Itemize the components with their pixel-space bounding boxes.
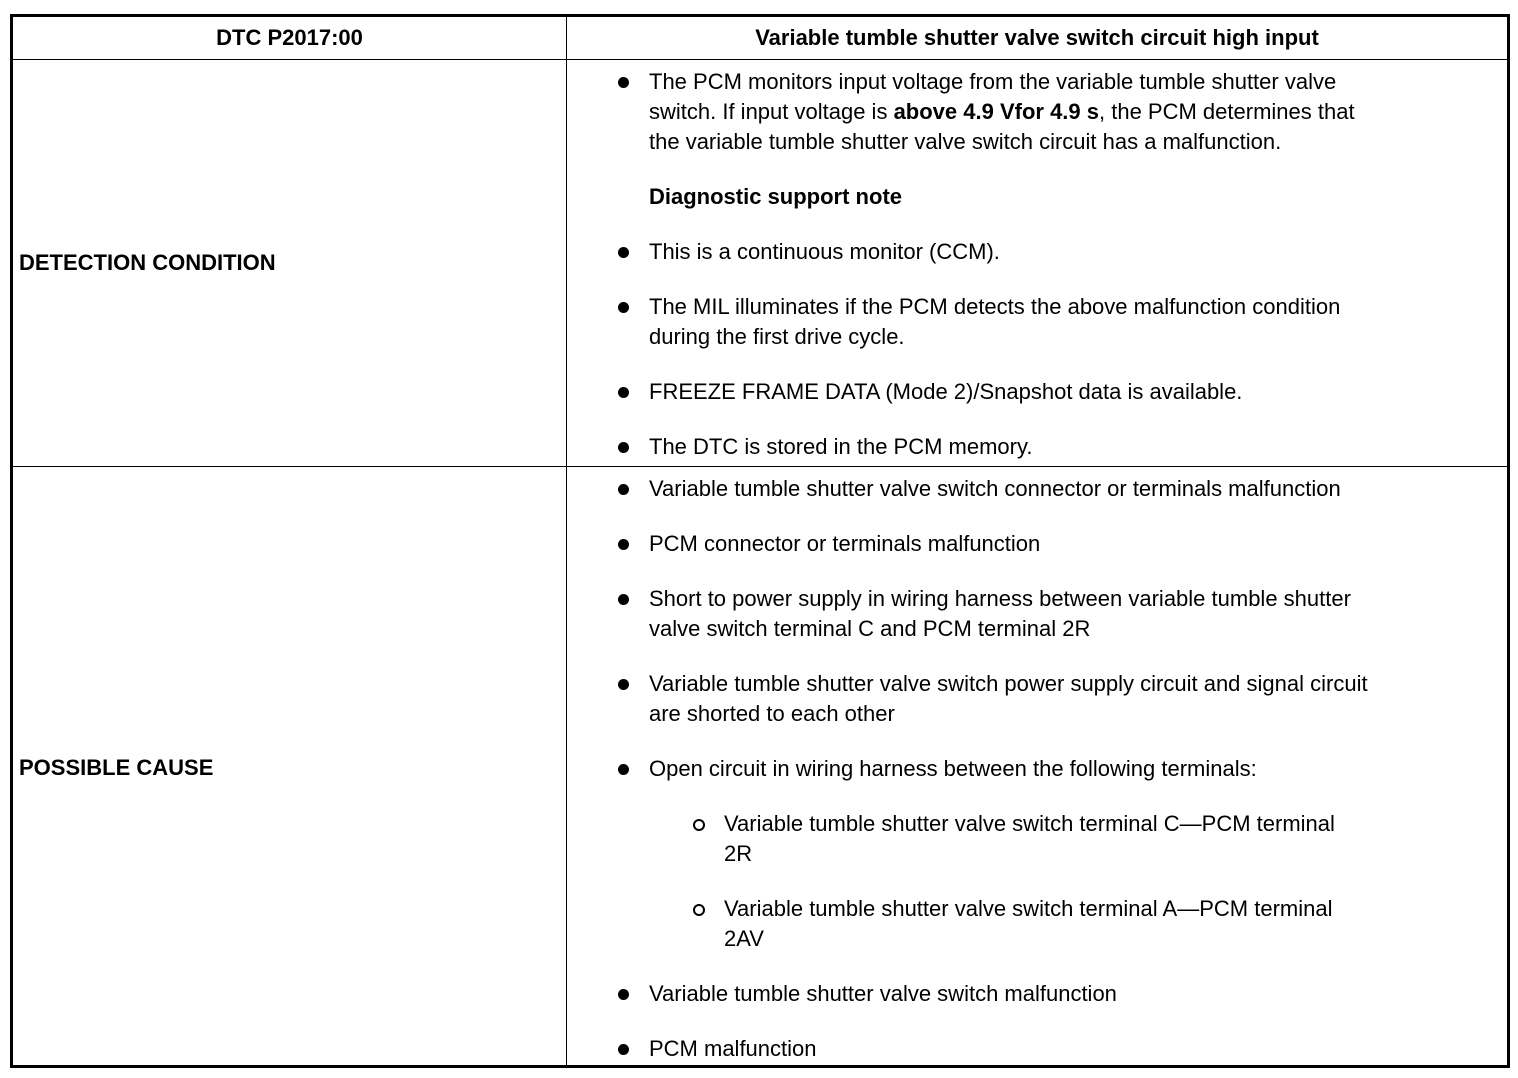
detection-item-monitor-text-end: , the PCM determines that the variable tumble shutter valve switch circuit has a malfunction. xyxy=(649,99,1355,154)
bullet-icon xyxy=(618,387,629,398)
cause-subitem-terminal-a: Variable tumble shutter valve switch terminal A—PCM terminal 2AV xyxy=(724,896,1333,951)
bullet-icon xyxy=(618,442,629,453)
detection-threshold: above 4.9 Vfor 4.9 s xyxy=(893,99,1099,124)
bullet-icon xyxy=(618,77,629,88)
column-divider xyxy=(566,17,567,1065)
bullet-icon xyxy=(618,989,629,1000)
hollow-bullet-icon xyxy=(693,904,705,916)
hollow-bullet-icon xyxy=(693,819,705,831)
possible-cause-label: POSSIBLE CAUSE xyxy=(19,755,214,780)
dtc-table xyxy=(10,14,1510,1068)
bullet-icon xyxy=(618,539,629,550)
detection-item-dtc-stored: The DTC is stored in the PCM memory. xyxy=(649,434,1033,459)
cause-item-switch-malfunction: Variable tumble shutter valve switch malfunction xyxy=(649,981,1117,1006)
bullet-icon xyxy=(618,1044,629,1055)
cause-item-pcm-malfunction: PCM malfunction xyxy=(649,1036,817,1061)
cause-item-short-to-power: Short to power supply in wiring harness between variable tumble shutter valve switch terminal C and PCM terminal 2R xyxy=(649,586,1351,641)
bullet-icon xyxy=(618,594,629,605)
dtc-code: DTC P2017:00 xyxy=(216,25,363,50)
cause-item-open-circuit: Open circuit in wiring harness between the following terminals: xyxy=(649,756,1257,781)
detection-condition-label: DETECTION CONDITION xyxy=(19,250,276,275)
row-divider xyxy=(13,466,1507,467)
dtc-title: Variable tumble shutter valve switch circuit high input xyxy=(755,25,1319,50)
header-divider xyxy=(13,59,1507,60)
cause-item-shorted-circuits: Variable tumble shutter valve switch power supply circuit and signal circuit are shorted to each other xyxy=(649,671,1368,726)
bullet-icon xyxy=(618,679,629,690)
detection-item-freeze-frame: FREEZE FRAME DATA (Mode 2)/Snapshot data is available. xyxy=(649,379,1243,404)
bullet-icon xyxy=(618,247,629,258)
detection-item-monitor xyxy=(649,67,1469,157)
diagnostic-support-note: Diagnostic support note xyxy=(649,184,902,209)
detection-item-ccm: This is a continuous monitor (CCM). xyxy=(649,239,1000,264)
detection-item-mil: The MIL illuminates if the PCM detects the above malfunction condition during the first drive cycle. xyxy=(649,294,1341,349)
cause-item-switch-connector: Variable tumble shutter valve switch connector or terminals malfunction xyxy=(649,476,1341,501)
bullet-icon xyxy=(618,484,629,495)
bullet-icon xyxy=(618,302,629,313)
bullet-icon xyxy=(618,764,629,775)
cause-item-pcm-connector: PCM connector or terminals malfunction xyxy=(649,531,1041,556)
cause-subitem-terminal-c: Variable tumble shutter valve switch terminal C—PCM terminal 2R xyxy=(724,811,1335,866)
detection-item-monitor-text: The PCM monitors input voltage from the variable tumble shutter valve switch. If input voltage is xyxy=(649,69,1337,124)
